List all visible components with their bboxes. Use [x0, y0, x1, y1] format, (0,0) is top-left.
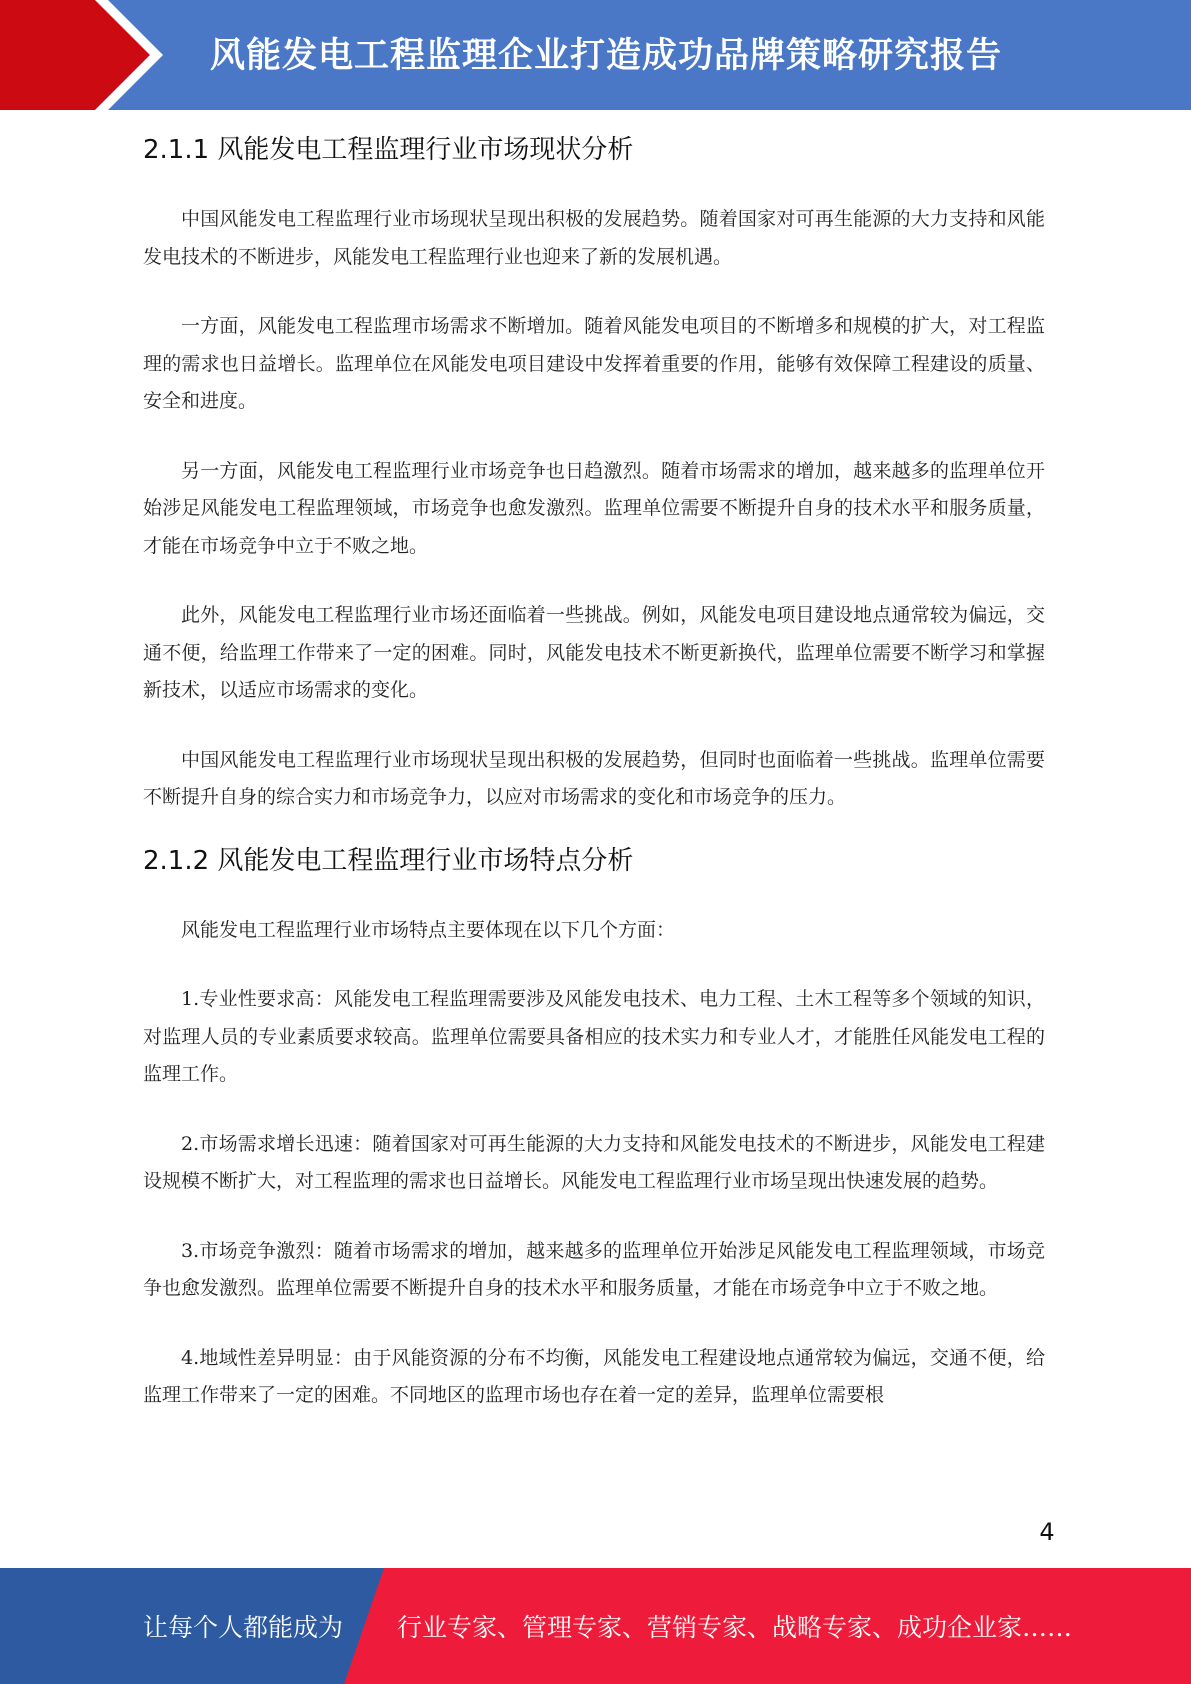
- footer-slogan-left: 让每个人都能成为: [143, 1613, 344, 1642]
- footer-banner: [0, 1568, 1191, 1684]
- list-paragraph: 2.市场需求增长迅速：随着国家对可再生能源的大力支持和风能发电技术的不断进步，风能发电工程建设规模不断扩大，对工程监理的需求也日益增长。风能发电工程监理行业市场呈现出快速发展的趋势。: [143, 1132, 1045, 1192]
- paragraph: 另一方面，风能发电工程监理行业市场竞争也日趋激烈。随着市场需求的增加，越来越多的监理单位开始涉足风能发电工程监理领域，市场竞争也愈发激烈。监理单位需要不断提升自身的技术水平和服务质量，才能在市场竞争中立于不败之地。: [143, 459, 1045, 557]
- report-title: 风能发电工程监理企业打造成功品牌策略研究报告: [210, 36, 1003, 76]
- paragraph: 中国风能发电工程监理行业市场现状呈现出积极的发展趋势，但同时也面临着一些挑战。监理单位需要不断提升自身的综合实力和市场竞争力，以应对市场需求的变化和市场竞争的压力。: [143, 748, 1045, 808]
- header-chevron-decoration: [0, 0, 220, 110]
- document-body: [143, 128, 1045, 1415]
- page-number: 4: [1039, 1518, 1055, 1546]
- header-banner: [0, 0, 1191, 110]
- list-paragraph: 4.地域性差异明显：由于风能资源的分布不均衡，风能发电工程建设地点通常较为偏远，交通不便，给监理工作带来了一定的困难。不同地区的监理市场也存在着一定的差异，监理单位需要根: [143, 1346, 1045, 1406]
- paragraph: 一方面，风能发电工程监理市场需求不断增加。随着风能发电项目的不断增多和规模的扩大，对工程监理的需求也日益增长。监理单位在风能发电项目建设中发挥着重要的作用，能够有效保障工程建设的质量、安全和进度。: [143, 315, 1045, 412]
- footer-slogan-right: 行业专家、管理专家、营销专家、战略专家、成功企业家……: [397, 1613, 1073, 1642]
- section-heading-2-1-2: 2.1.2 风能发电工程监理行业市场特点分析: [143, 845, 634, 876]
- section-2-paragraphs: [143, 912, 1045, 1415]
- section-heading-2-1-1: 2.1.1 风能发电工程监理行业市场现状分析: [143, 135, 634, 165]
- paragraph: 风能发电工程监理行业市场特点主要体现在以下几个方面：: [181, 918, 676, 941]
- list-paragraph: 3.市场竞争激烈：随着市场需求的增加，越来越多的监理单位开始涉足风能发电工程监理领域，市场竞争也愈发激烈。监理单位需要不断提升自身的技术水平和服务质量，才能在市场竞争中立于不败之地。: [143, 1239, 1045, 1299]
- paragraph: 中国风能发电工程监理行业市场现状呈现出积极的发展趋势。随着国家对可再生能源的大力支持和风能发电技术的不断进步，风能发电工程监理行业也迎来了新的发展机遇。: [143, 208, 1045, 268]
- paragraph: 此外，风能发电工程监理行业市场还面临着一些挑战。例如，风能发电项目建设地点通常较为偏远，交通不便，给监理工作带来了一定的困难。同时，风能发电技术不断更新换代，监理单位需要不断学习和掌握新技术，以适应市场需求的变化。: [143, 604, 1045, 701]
- list-paragraph: 1.专业性要求高：风能发电工程监理需要涉及风能发电技术、电力工程、土木工程等多个领域的知识，对监理人员的专业素质要求较高。监理单位需要具备相应的技术实力和专业人才，才能胜任风能发电工程的监理工作。: [143, 988, 1045, 1085]
- section-1-paragraphs: [143, 201, 1045, 817]
